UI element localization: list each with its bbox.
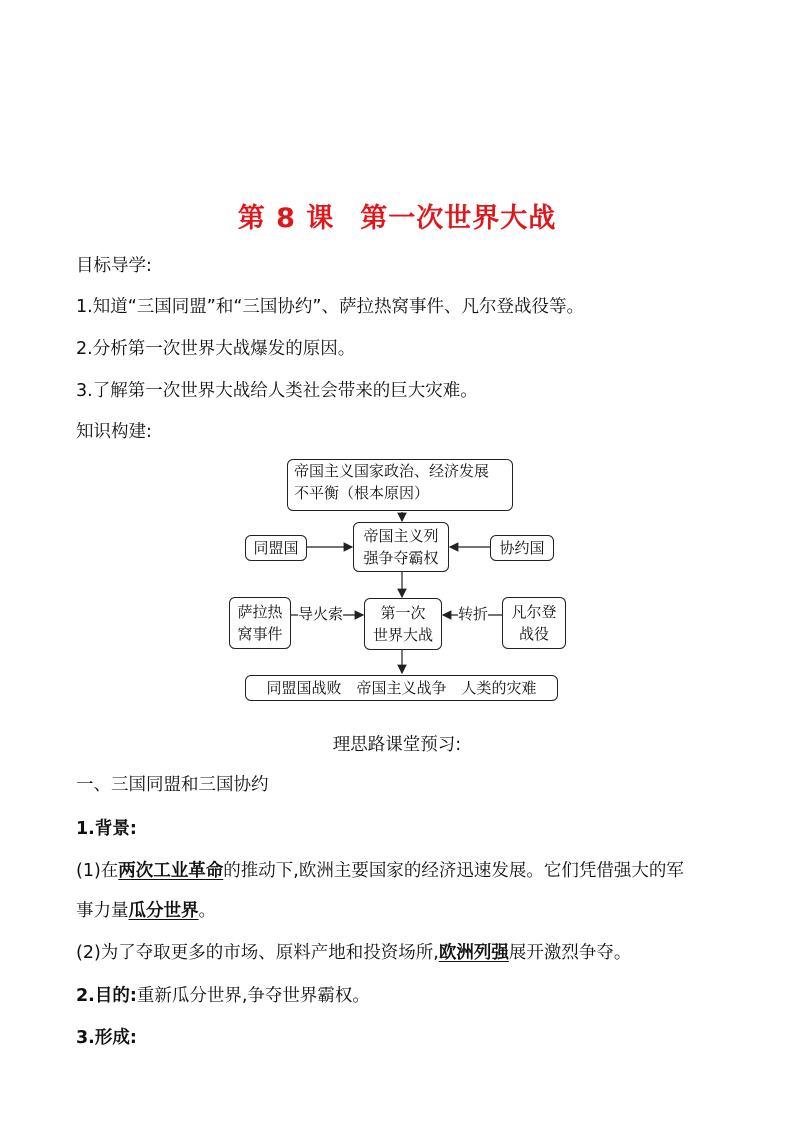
background-label: 1.背景:	[76, 819, 137, 839]
background-item-1	[76, 857, 684, 882]
sarajevo-line-1: 萨拉热	[237, 603, 283, 621]
bg1-middle: 的推动下,欧洲主要国家的经济迅速发展。它们凭借强大的军	[223, 861, 684, 881]
verdun-line-1: 凡尔登	[511, 603, 557, 621]
bg1-prefix: (1)在	[76, 861, 119, 881]
rivalry-line-1: 帝国主义列	[363, 527, 439, 545]
section-1-heading: 一、三国同盟和三国协约	[76, 775, 269, 795]
box-root-cause	[287, 459, 513, 511]
goal-item-1: 1.知道“三国同盟”和“三国协约”、萨拉热窝事件、凡尔登战役等。	[76, 297, 584, 317]
goal-item-2: 2.分析第一次世界大战爆发的原因。	[76, 339, 356, 359]
lesson-title: 第一次世界大战	[360, 203, 557, 234]
bg2-prefix: (2)为了夺取更多的市场、原料产地和投资场所,	[76, 943, 439, 963]
root-cause-line-2: 不平衡（根本原因）	[294, 484, 430, 502]
lesson-number: 第 8 课	[237, 203, 335, 234]
results-text: 同盟国战败 帝国主义战争 人类的灾难	[266, 679, 537, 697]
fuse-label: 导火索	[298, 605, 344, 623]
knowledge-heading: 知识构建:	[76, 422, 152, 442]
box-rivalry	[353, 522, 449, 572]
rivalry-line-2: 强争夺霸权	[363, 549, 439, 567]
background-item-2	[76, 939, 631, 964]
goal-item-3: 3.了解第一次世界大战给人类社会带来的巨大灾难。	[76, 381, 478, 401]
bg2-key-term: 欧洲列强	[438, 943, 509, 963]
verdun-line-2: 战役	[518, 625, 549, 643]
central-powers-text: 同盟国	[253, 539, 299, 557]
background-item-1-cont	[76, 897, 216, 922]
bg2-suffix: 展开激烈争夺。	[508, 943, 632, 963]
purpose-label: 2.目的:	[76, 986, 137, 1006]
war-line-2: 世界大战	[372, 626, 433, 644]
turning-label: 转折	[458, 605, 489, 623]
entente-text: 协约国	[499, 539, 545, 557]
purpose-line	[76, 982, 370, 1007]
box-verdun	[502, 597, 566, 649]
preview-heading: 理思路课堂预习:	[332, 735, 462, 755]
box-entente	[490, 535, 554, 561]
box-world-war	[364, 598, 442, 650]
page-title	[0, 196, 794, 235]
bg1-key-term-2: 瓜分世界	[128, 901, 199, 921]
box-results	[245, 675, 558, 701]
formation-label: 3.形成:	[76, 1028, 137, 1048]
purpose-text: 重新瓜分世界,争夺世界霸权。	[136, 986, 370, 1006]
sarajevo-line-2: 窝事件	[237, 625, 283, 643]
bg1-key-term-1: 两次工业革命	[118, 861, 224, 881]
bg1-line2-prefix: 事力量	[76, 901, 129, 921]
bg1-line2-suffix: 。	[198, 901, 216, 921]
goals-heading: 目标导学:	[76, 256, 152, 276]
root-cause-line-1: 帝国主义国家政治、经济发展	[294, 462, 490, 480]
box-sarajevo	[229, 597, 291, 649]
war-line-1: 第一次	[380, 604, 426, 622]
box-central-powers	[245, 535, 307, 561]
